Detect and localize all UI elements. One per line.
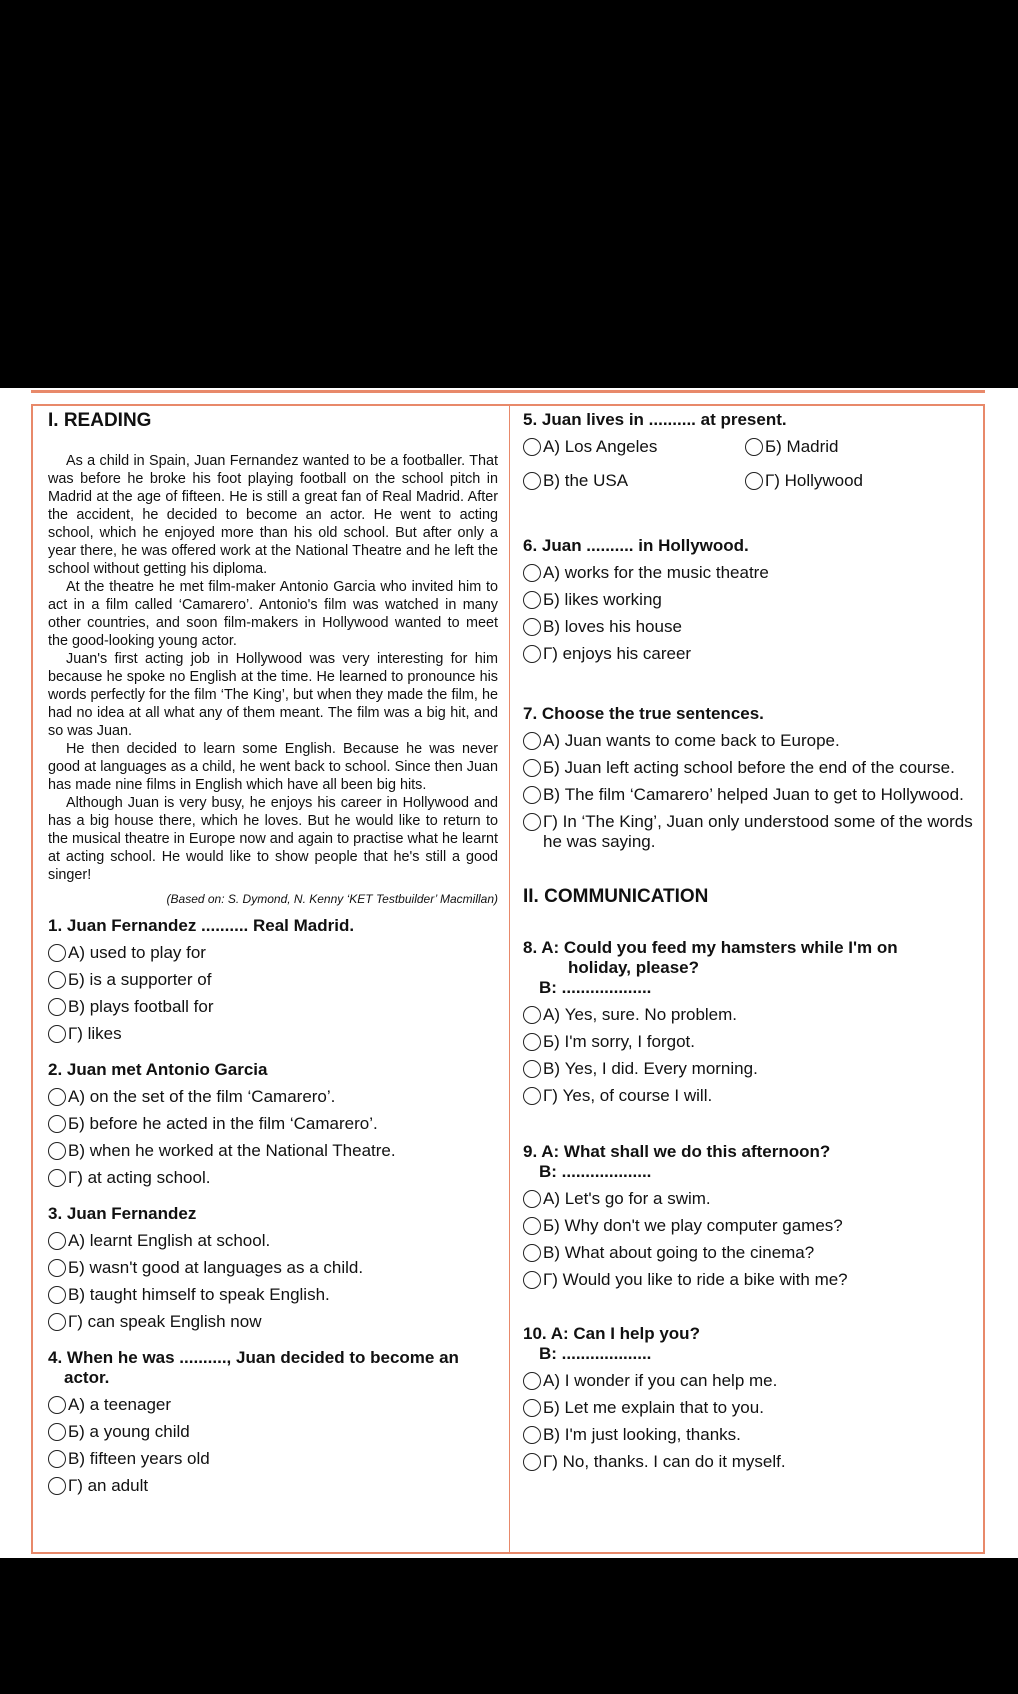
question-6 [523,536,973,664]
option-g[interactable]: Г) Yes, of course I will. [523,1086,973,1106]
option-v[interactable]: В) I'm just looking, thanks. [523,1425,973,1445]
question-10 [523,1324,973,1472]
passage-paragraph: Juan's first acting job in Hollywood was very interesting for him because he spoke no English at the time. He learned to pronounce his words perfectly for the film ‘The King’, but when they made the film, he had no idea at all what any of them meant. The film was a big hit, and so was Juan. [48,651,498,739]
radio-button[interactable] [523,813,541,831]
option-g[interactable]: Г) an adult [48,1476,498,1496]
option-g[interactable]: Г) likes [48,1024,498,1044]
radio-button[interactable] [523,438,541,456]
question-text: 5. Juan lives in .......... at present. [523,410,787,429]
radio-button[interactable] [523,645,541,663]
option-a[interactable]: А) Let's go for a swim. [523,1189,973,1209]
question-8 [523,938,973,1106]
radio-button[interactable] [523,591,541,609]
radio-button[interactable] [523,1453,541,1471]
option-v[interactable]: В) The film ‘Camarero’ helped Juan to get to Hollywood. [523,785,973,805]
radio-button[interactable] [523,786,541,804]
question-text-cont: holiday, please? [568,958,700,977]
question-2 [48,1060,498,1188]
reply-blank: B: ................... [539,978,652,997]
question-5 [523,410,973,498]
radio-button[interactable] [523,1190,541,1208]
option-b[interactable]: Б) Why don't we play computer games? [523,1216,973,1236]
radio-button[interactable] [523,618,541,636]
option-g[interactable]: Г) In ‘The King’, Juan only understood some of the words he was saying. [523,812,973,852]
option-v[interactable]: В) What about going to the cinema? [523,1243,973,1263]
radio-button[interactable] [48,1313,66,1331]
option-v[interactable]: В) the USA [523,471,745,491]
option-a[interactable]: А) Yes, sure. No problem. [523,1005,973,1025]
option-v[interactable]: В) fifteen years old [48,1449,498,1469]
question-1 [48,916,498,1044]
question-4 [48,1348,498,1496]
radio-button[interactable] [523,564,541,582]
option-g[interactable]: Г) Would you like to ride a bike with me? [523,1270,973,1290]
question-text: 2. Juan met Antonio Garcia [48,1060,268,1079]
radio-button[interactable] [523,1244,541,1262]
question-text: 7. Choose the true sentences. [523,704,764,723]
communication-title: II. COMMUNICATION [523,886,709,907]
radio-button[interactable] [523,472,541,490]
right-column [523,410,973,1479]
option-a[interactable]: А) used to play for [48,943,498,963]
radio-button[interactable] [523,1087,541,1105]
option-b[interactable]: Б) is a supporter of [48,970,498,990]
option-g[interactable]: Г) at acting school. [48,1168,498,1188]
question-text: 8. A: Could you feed my hamsters while I'm on [523,938,898,957]
radio-button[interactable] [523,1060,541,1078]
column-divider [509,406,510,1552]
radio-button[interactable] [48,1232,66,1250]
question-text: 6. Juan .......... in Hollywood. [523,536,749,555]
option-a[interactable]: А) learnt English at school. [48,1231,498,1251]
option-g[interactable]: Г) enjoys his career [523,644,973,664]
radio-button[interactable] [523,732,541,750]
reading-title: I. READING [48,410,152,431]
radio-button[interactable] [523,1426,541,1444]
option-g[interactable]: Г) No, thanks. I can do it myself. [523,1452,973,1472]
radio-button[interactable] [523,1033,541,1051]
radio-button[interactable] [523,759,541,777]
option-a[interactable]: А) on the set of the film ‘Camarero’. [48,1087,498,1107]
option-a[interactable]: А) I wonder if you can help me. [523,1371,973,1391]
question-3 [48,1204,498,1332]
radio-button[interactable] [48,1450,66,1468]
reply-blank: B: ................... [539,1162,652,1181]
radio-button[interactable] [48,1169,66,1187]
passage-paragraph: As a child in Spain, Juan Fernandez wanted to be a footballer. That was before he broke his foot playing football on the school pitch in Madrid at the age of fifteen. He is still a great fan of Real Madrid. After the accident, he decided to become an actor. He went to acting school, which he enjoyed more than his old school. But after only a year there, he was offered work at the National Theatre and he left the school without getting his diploma. [48,453,498,577]
question-text: 10. A: Can I help you? [523,1324,700,1343]
option-v[interactable]: В) when he worked at the National Theatre. [48,1141,498,1161]
option-a[interactable]: А) Juan wants to come back to Europe. [523,731,973,751]
option-g[interactable]: Г) can speak English now [48,1312,498,1332]
radio-button[interactable] [48,944,66,962]
radio-button[interactable] [48,1025,66,1043]
radio-button[interactable] [745,438,763,456]
question-text: 4. When he was .........., Juan decided to become an [48,1348,459,1367]
passage-paragraph: He then decided to learn some English. Because he was never good at languages as a child, he went back to school. Since then Juan has made nine films in English which have all been big hits. [48,741,498,793]
radio-button[interactable] [523,1372,541,1390]
option-a[interactable]: А) a teenager [48,1395,498,1415]
option-b[interactable]: Б) Madrid [745,437,967,457]
radio-button[interactable] [48,1396,66,1414]
passage-paragraph: Although Juan is very busy, he enjoys his career in Hollywood and has a big house there, which he loves. But he would like to return to the musical theatre in Europe now and again to practise what he learnt at acting school. He would like to show people that he's still a good singer! [48,795,498,883]
option-v[interactable]: В) loves his house [523,617,973,637]
radio-button[interactable] [48,1286,66,1304]
question-text: 3. Juan Fernandez [48,1204,197,1223]
question-9 [523,1142,973,1290]
radio-button[interactable] [523,1399,541,1417]
question-7 [523,704,973,852]
question-text-cont: actor. [64,1368,110,1387]
passage-paragraph: At the theatre he met film-maker Antonio Garcia who invited him to act in a film called ‘Camarero’. Antonio's film was watched in many other countries, and soon film-makers in Hollywood wanted to meet the good-looking young actor. [48,579,498,649]
radio-button[interactable] [745,472,763,490]
radio-button[interactable] [523,1217,541,1235]
option-b[interactable]: Б) Juan left acting school before the end of the course. [523,758,973,778]
radio-button[interactable] [48,998,66,1016]
radio-button[interactable] [523,1006,541,1024]
option-a[interactable]: А) Los Angeles [523,437,745,457]
radio-button[interactable] [48,1477,66,1495]
reply-blank: B: ................... [539,1344,652,1363]
radio-button[interactable] [48,1142,66,1160]
question-text: 9. A: What shall we do this afternoon? [523,1142,831,1161]
radio-button[interactable] [48,971,66,989]
option-b[interactable]: Б) likes working [523,590,973,610]
option-b[interactable]: Б) before he acted in the film ‘Camarero’. [48,1114,498,1134]
option-v[interactable]: В) plays football for [48,997,498,1017]
option-b[interactable]: Б) Let me explain that to you. [523,1398,973,1418]
reading-passage [48,452,498,884]
radio-button[interactable] [48,1259,66,1277]
option-v[interactable]: В) taught himself to speak English. [48,1285,498,1305]
radio-button[interactable] [48,1423,66,1441]
option-a[interactable]: А) works for the music theatre [523,563,973,583]
passage-source: (Based on: S. Dymond, N. Kenny ‘KET Testbuilder’ Macmillan) [166,892,498,906]
radio-button[interactable] [48,1088,66,1106]
option-b[interactable]: Б) I'm sorry, I forgot. [523,1032,973,1052]
top-rule [31,390,985,393]
options-grid [523,430,973,498]
option-b[interactable]: Б) wasn't good at languages as a child. [48,1258,498,1278]
question-text: 1. Juan Fernandez .......... Real Madrid. [48,916,355,935]
option-v[interactable]: В) Yes, I did. Every morning. [523,1059,973,1079]
left-column [48,410,498,1503]
option-b[interactable]: Б) a young child [48,1422,498,1442]
radio-button[interactable] [48,1115,66,1133]
option-g[interactable]: Г) Hollywood [745,471,967,491]
radio-button[interactable] [523,1271,541,1289]
